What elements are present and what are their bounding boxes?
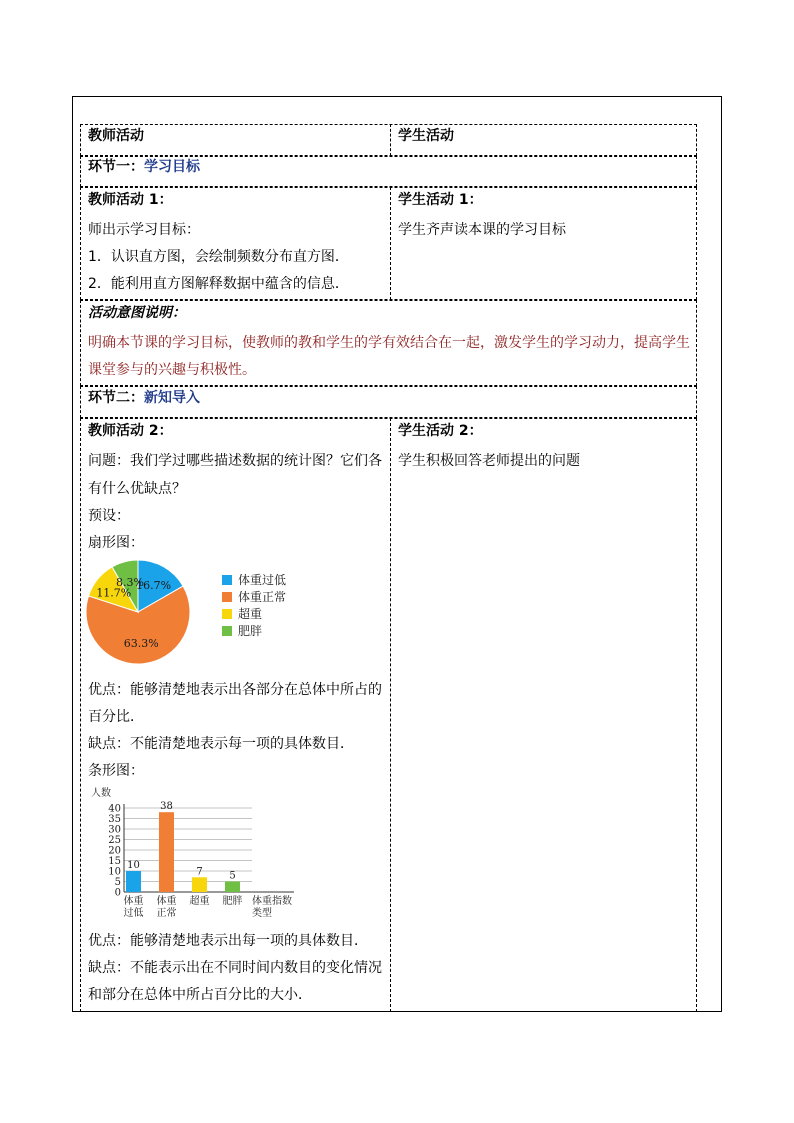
pie-pros-line-1: 优点：能够清楚地表示出各部分在总体中所占的 (88, 682, 382, 698)
bar-xtick-label-0: 体重 (123, 896, 144, 907)
pie-legend-swatch-3 (222, 626, 232, 636)
preset-label: 预设： (88, 508, 130, 524)
header-student: 学生活动 (398, 128, 454, 144)
bar-ytick-label: 15 (108, 856, 121, 867)
bar-xtick-label-1: 正常 (156, 908, 177, 919)
pie-slice-label-1: 63.3% (123, 637, 159, 650)
bar-ylabel: 人数 (91, 788, 111, 799)
bar-value-label-3: 5 (229, 870, 236, 882)
section1-prefix: 环节一： (88, 159, 144, 175)
bar-ytick-label: 10 (108, 866, 121, 878)
bar-0 (126, 871, 141, 892)
bar-xlabel: 类型 (252, 908, 272, 919)
pie-slice-label-3: 8.3% (116, 575, 144, 589)
bar-1 (159, 812, 174, 892)
pie-legend-label-1: 体重正常 (238, 590, 287, 604)
pie-legend-label-3: 肥胖 (238, 624, 263, 638)
pie-chart (84, 558, 324, 670)
section2-prefix: 环节二： (88, 390, 144, 406)
pie-legend-swatch-0 (222, 575, 232, 585)
teacher-activity-2-heading: 教师活动 2： (88, 423, 173, 439)
bar-xtick-label-1: 体重 (156, 896, 177, 907)
student-activity-1-heading: 学生活动 1： (398, 192, 483, 208)
header-row (80, 124, 697, 156)
pie-cons: 缺点：不能清楚地表示每一项的具体数目． (88, 736, 354, 752)
pie-legend-swatch-1 (222, 592, 232, 602)
bar-cons-line-1: 缺点：不能表示出在不同时间内数目的变化情况 (88, 960, 382, 976)
teacher-line-2: 1．认识直方图，会绘制频数分布直方图． (88, 249, 349, 265)
pie-pros-line-2: 百分比． (88, 709, 144, 725)
pie-legend-swatch-2 (222, 609, 232, 619)
bar-ytick-label: 35 (108, 814, 121, 825)
section1-divider (390, 187, 391, 300)
bar-value-label-2: 7 (196, 866, 203, 878)
pie-slice-label-2: 11.7% (96, 586, 132, 600)
bar-ytick-label: 25 (108, 835, 121, 846)
bar-value-label-1: 38 (160, 801, 173, 813)
bar-ytick-label: 5 (114, 877, 121, 888)
bar-ytick-label: 40 (108, 803, 121, 815)
teacher-activity-1-heading: 教师活动 1： (88, 192, 173, 208)
bar-xtick-label-2: 超重 (189, 896, 210, 907)
section2-title (88, 389, 200, 407)
bar-2 (192, 877, 207, 892)
bar-label: 条形图： (88, 763, 144, 779)
bar-ytick-label: 0 (114, 887, 121, 899)
pie-legend-label-0: 体重过低 (238, 573, 287, 587)
header-divider (390, 124, 391, 156)
section1-name: 学习目标 (144, 159, 200, 175)
bar-cons-line-2: 和部分在总体中所占百分比的大小． (88, 987, 312, 1003)
header-teacher: 教师活动 (88, 128, 144, 144)
student-activity-2-text: 学生积极回答老师提出的问题 (398, 453, 580, 469)
question-line-1: 问题：我们学过哪些描述数据的统计图？它们各 (88, 453, 382, 469)
bar-ytick-label: 20 (108, 845, 121, 857)
student-activity-2-heading: 学生活动 2： (398, 423, 483, 439)
bar-value-label-0: 10 (127, 860, 140, 871)
pie-legend-label-2: 超重 (238, 607, 263, 621)
bar-xlabel: 体重指数 (252, 896, 292, 907)
bar-xtick-label-3: 肥胖 (222, 896, 243, 907)
section1-title (88, 158, 200, 176)
pie-slice-label-0: 16.7% (136, 579, 172, 592)
intent-line-2: 课堂参与的兴趣与积极性。 (88, 362, 256, 378)
section2-name: 新知导入 (144, 390, 200, 406)
teacher-line-3: 2．能利用直方图解释数据中蕴含的信息． (88, 276, 349, 292)
pie-label: 扇形图： (88, 535, 144, 551)
bar-chart (84, 784, 314, 926)
section2-divider (390, 418, 391, 1012)
question-line-2: 有什么优缺点？ (88, 481, 186, 497)
intent-line-1: 明确本节课的学习目标，使教师的教和学生的学有效结合在一起，激发学生的学习动力，提高学生 (88, 335, 690, 351)
intent-heading: 活动意图说明： (88, 305, 186, 321)
bar-pros: 优点：能够清楚地表示出每一项的具体数目． (88, 933, 368, 949)
bar-xtick-label-0: 过低 (123, 908, 144, 919)
bar-3 (225, 882, 240, 893)
student-activity-1-text: 学生齐声读本课的学习目标 (398, 222, 566, 238)
bar-ytick-label: 30 (108, 824, 121, 836)
teacher-line-1: 师出示学习目标： (88, 222, 200, 238)
